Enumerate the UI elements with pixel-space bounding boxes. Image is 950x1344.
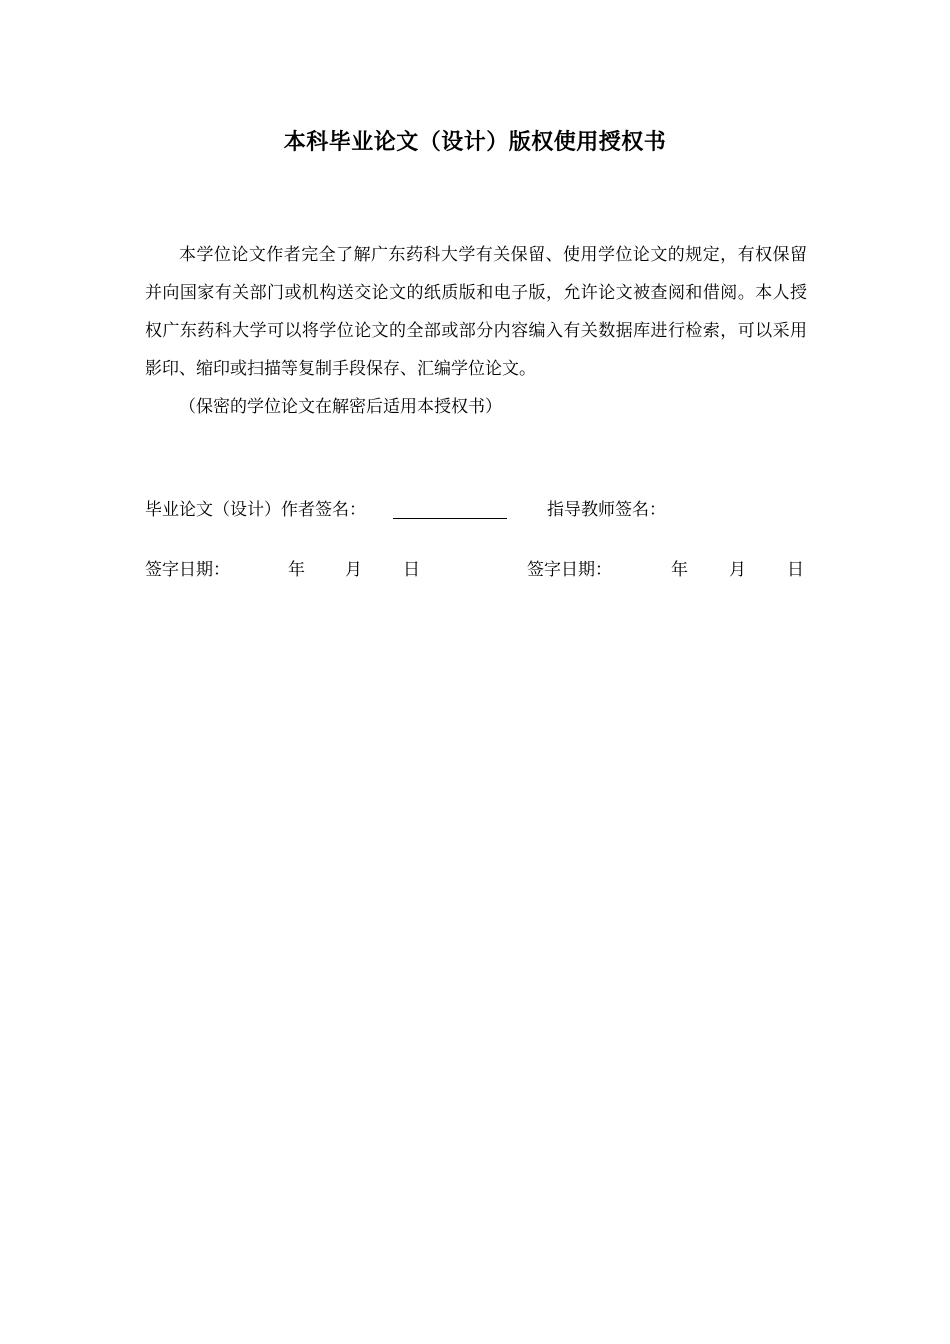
- advisor-date-month: 月: [729, 560, 746, 580]
- author-date-year: 年: [288, 560, 305, 580]
- author-date-day: 日: [403, 560, 420, 580]
- confidential-note: （保密的学位论文在解密后适用本授权书）: [179, 397, 502, 417]
- author-date-label: 签字日期：: [145, 560, 230, 580]
- author-signature-line[interactable]: [393, 518, 507, 519]
- authorization-paragraph: 本学位论文作者完全了解广东药科大学有关保留、使用学位论文的规定，有权保留并向国家有关部门或机构送交论文的纸质版和电子版，允许论文被查阅和借阅。本人授权广东药科大学可以将学位论文的全部或部分内容编入有关数据库进行检索，可以采用影印、缩印或扫描等复制手段保存、汇编学位论文。: [145, 245, 807, 379]
- advisor-signature-label: 指导教师签名：: [547, 500, 666, 520]
- document-title: 本科毕业论文（设计）版权使用授权书: [283, 130, 667, 155]
- author-date-month: 月: [345, 560, 362, 580]
- author-signature-label: 毕业论文（设计）作者签名：: [145, 500, 366, 520]
- advisor-date-label: 签字日期：: [527, 560, 612, 580]
- authorization-body: [145, 236, 807, 426]
- advisor-date-day: 日: [787, 560, 804, 580]
- advisor-date-year: 年: [671, 560, 688, 580]
